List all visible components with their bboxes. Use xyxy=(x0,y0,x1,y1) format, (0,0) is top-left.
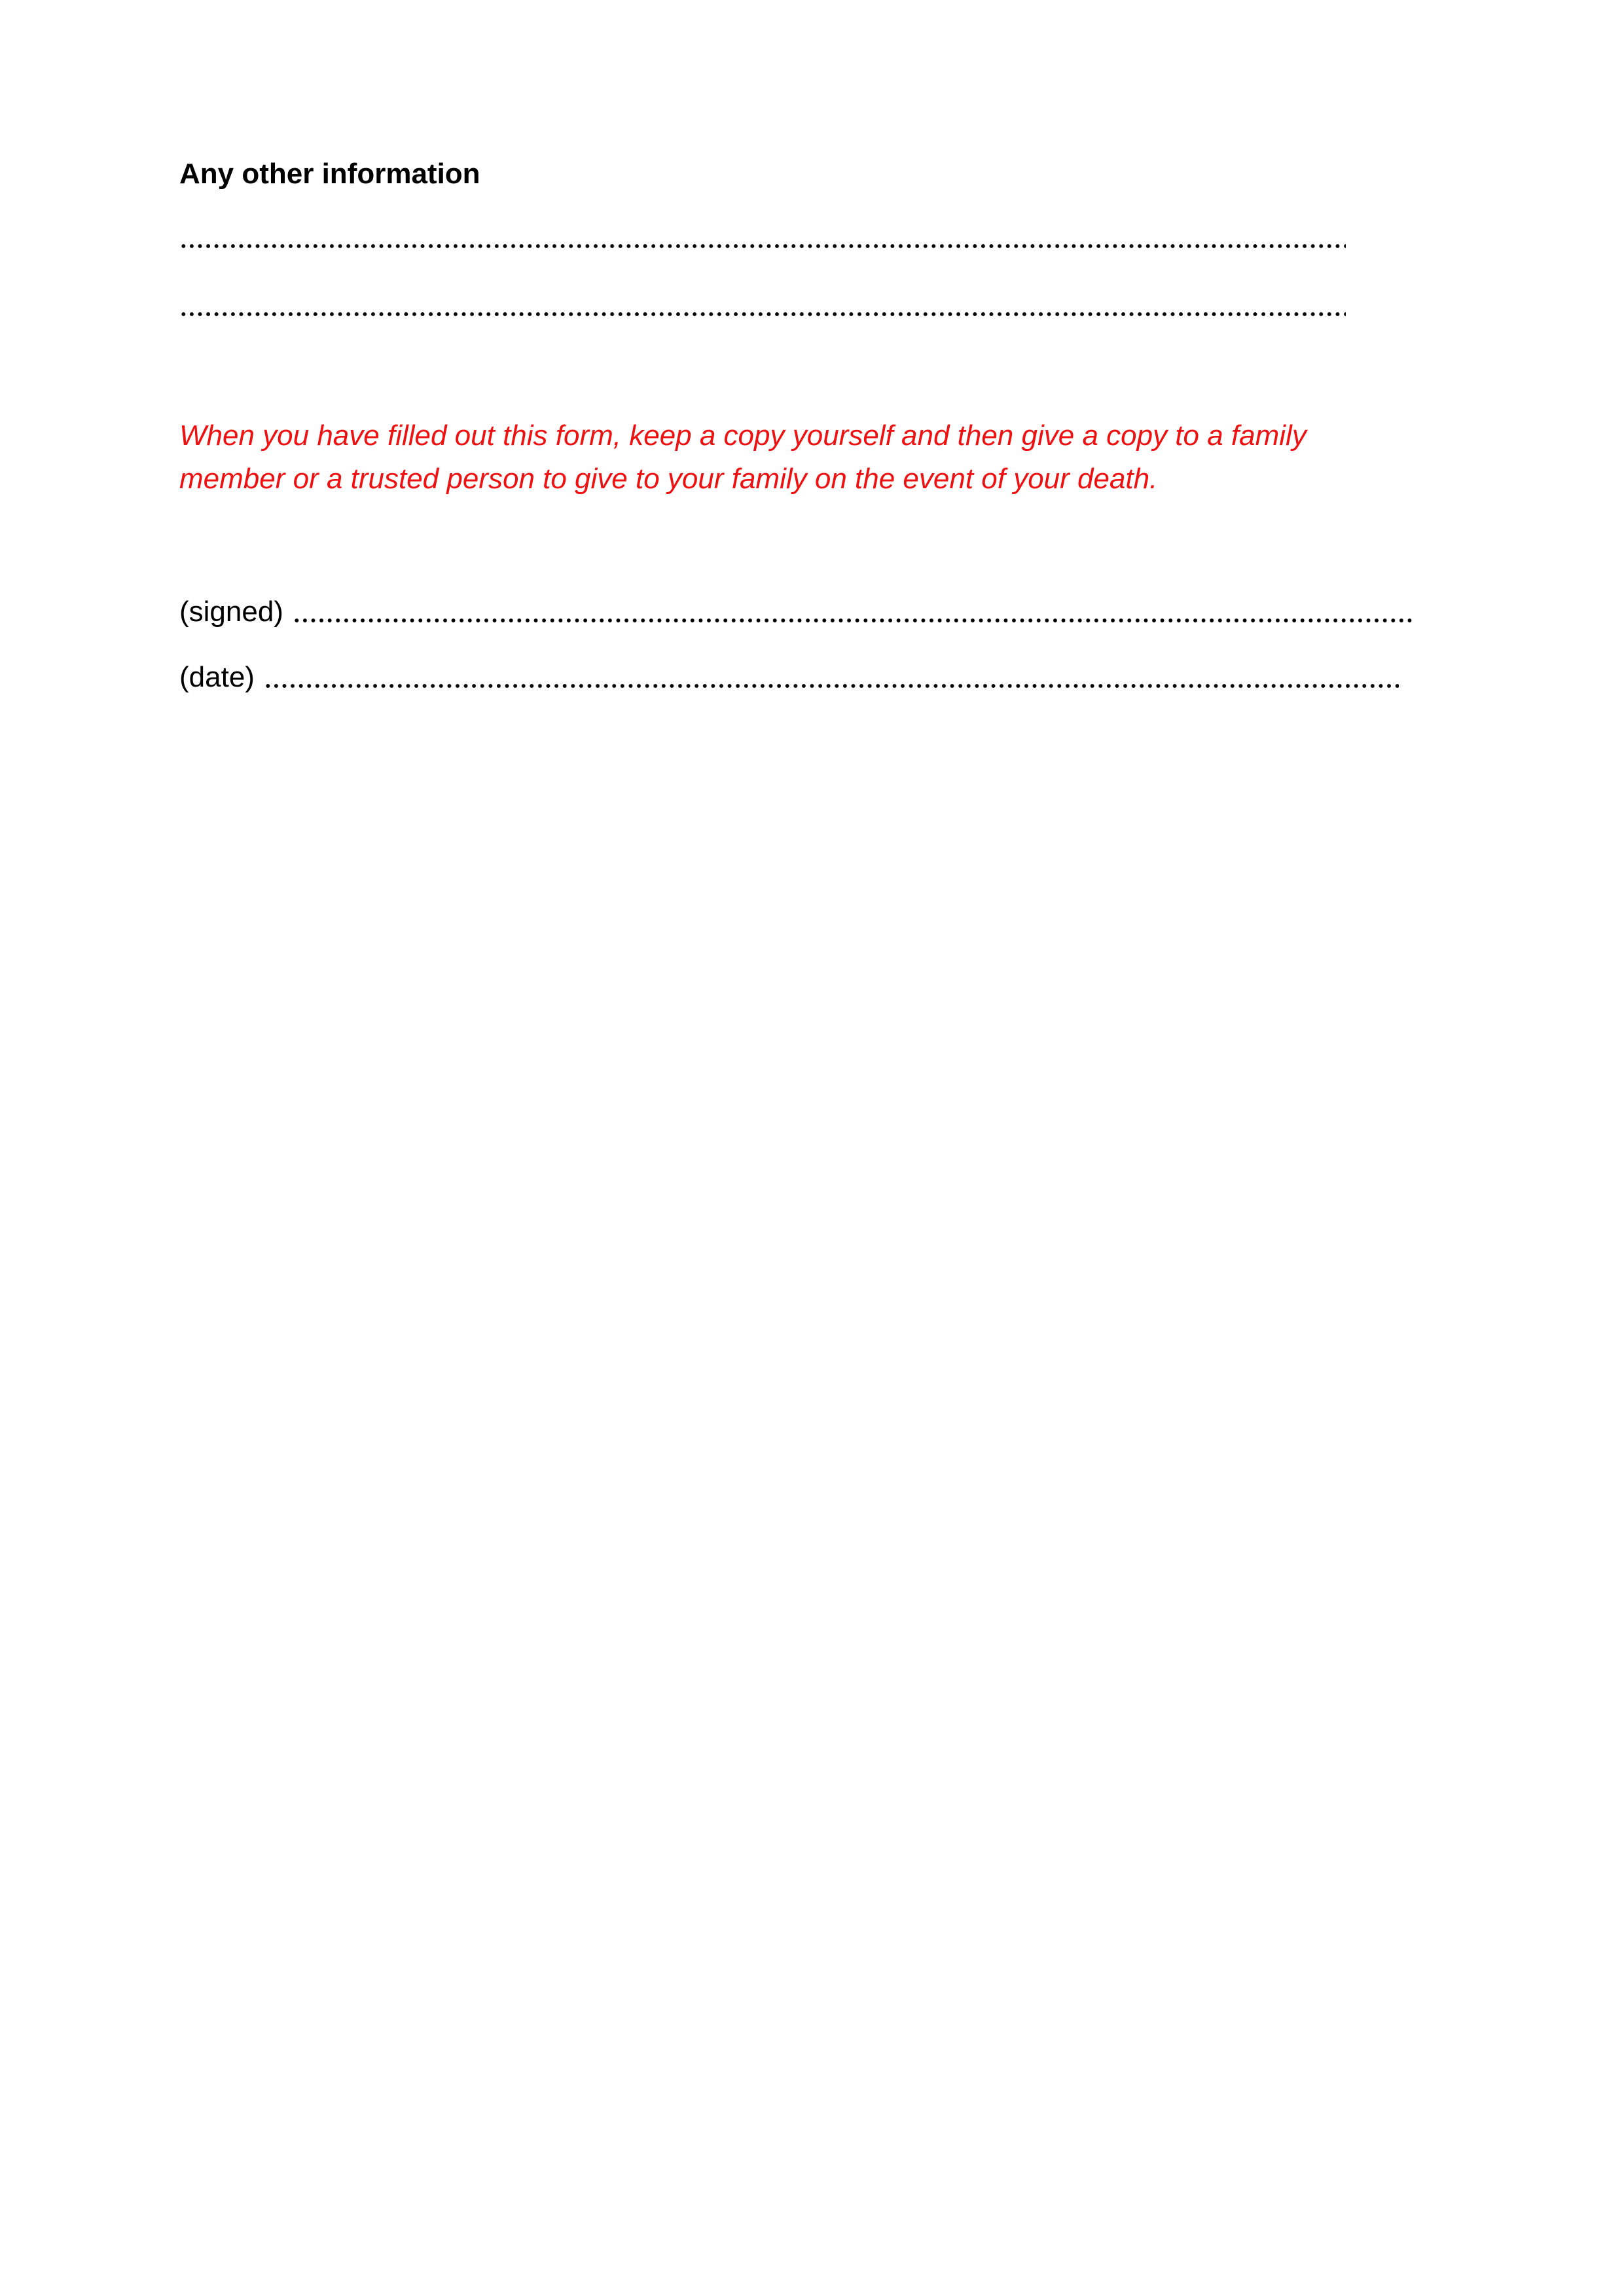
section-heading: Any other information xyxy=(179,158,480,190)
other-information-line-2[interactable] xyxy=(179,311,1346,317)
signed-field[interactable] xyxy=(293,617,1413,624)
instruction-text xyxy=(179,414,1462,501)
signed-label: (signed) xyxy=(179,596,283,628)
signed-row xyxy=(179,592,1413,632)
date-field[interactable] xyxy=(264,683,1399,689)
date-row xyxy=(179,658,1399,697)
instruction-line-1: When you have filled out this form, keep a copy yourself and then give a copy to a family xyxy=(179,420,1307,452)
date-label: (date) xyxy=(179,661,255,693)
instruction-line-2: member or a trusted person to give to your family on the event of your death. xyxy=(179,463,1158,495)
other-information-line-1[interactable] xyxy=(179,243,1346,249)
